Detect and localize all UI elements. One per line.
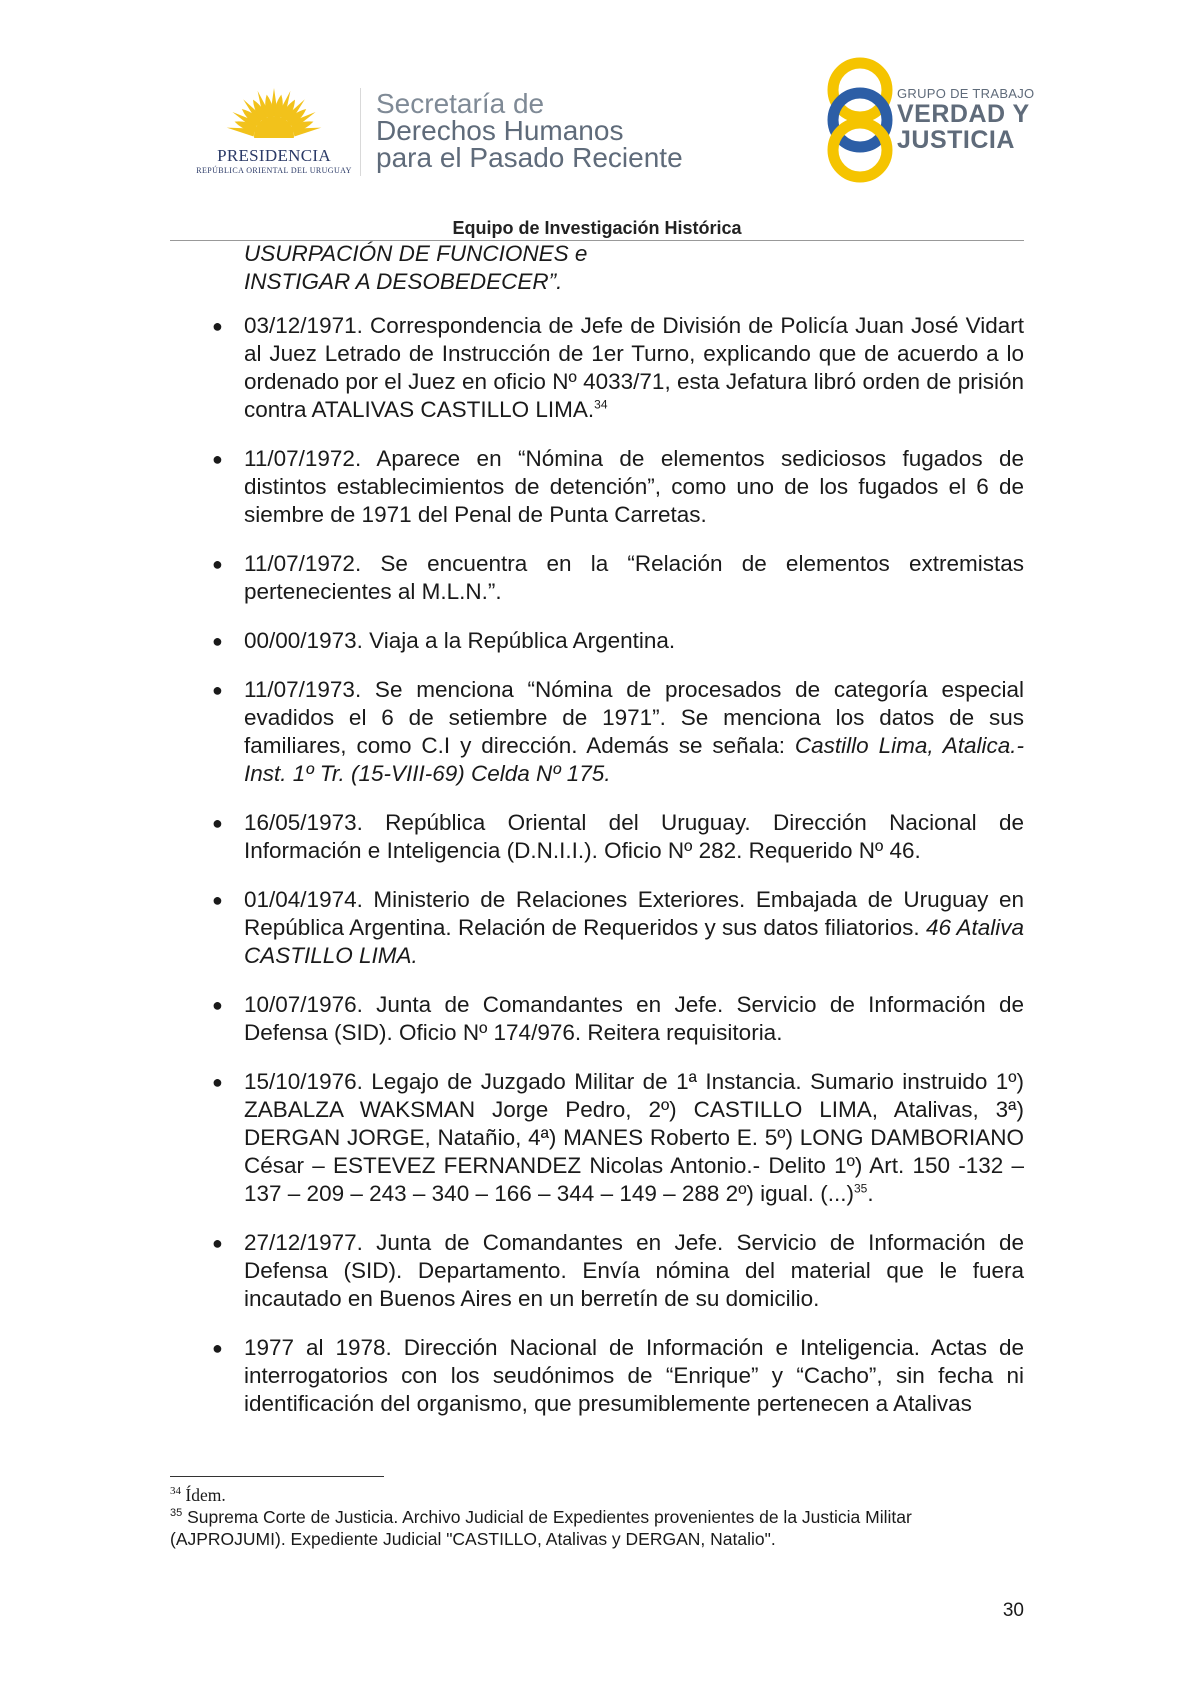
item-text: 27/12/1977. Junta de Comandantes en Jefe. Servicio de Información de Defensa (SID). Departamento. Envía nómina del material que le fuera incautado en Buenos Aires en un berretín de su domicilio. [244,1230,1024,1311]
presidencia-subtitle: REPÚBLICA ORIENTAL DEL URUGUAY [196,166,352,175]
footnote-text: Ídem. [185,1485,226,1505]
unit-title: Equipo de Investigación Histórica [452,218,742,238]
verdad-y-label: VERDAD Y [897,100,1030,128]
item-text: 11/07/1973. Se menciona “Nómina de procesados de categoría especial evadidos el 6 de setiembre de 1971”. Se menciona los datos de sus familiares, como C.I y dirección. Además se señala: [244,677,1024,758]
bullet-icon: ● [212,449,223,469]
header-divider [360,88,361,176]
list-item [170,676,1024,788]
footnote-number: 34 [170,1485,181,1498]
bullet-icon: ● [212,1233,223,1253]
footnote-number: 35 [170,1507,183,1520]
continuation-line-2: INSTIGAR A DESOBEDECER”. [244,269,563,294]
list-item [170,627,1024,655]
list-item [170,445,1024,529]
list-item [170,1229,1024,1313]
list-item [170,1334,1024,1418]
item-text: 10/07/1976. Junta de Comandantes en Jefe. Servicio de Información de Defensa (SID). Oficio Nº 174/976. Reitera requisitoria. [244,992,1024,1045]
bullet-icon: ● [212,316,223,336]
item-text: 1977 al 1978. Dirección Nacional de Información e Inteligencia. Actas de interrogatorios con los seudónimos de “Enrique” y “Cacho”, sin fecha ni identificación del organismo, que presumiblemente pertenecen a Atalivas [244,1335,1024,1416]
event-list [170,312,1024,1418]
bullet-icon: ● [212,554,223,574]
footnote-ref: 35 [853,1181,868,1196]
footnotes [170,1484,1024,1550]
bullet-icon: ● [212,813,223,833]
item-text: 03/12/1971. Correspondencia de Jefe de División de Policía Juan José Vidart al Juez Letrado de Instrucción de 1er Turno, explicando que de acuerdo a lo ordenado por el Juez en oficio Nº 4033/71, esta Jefatura libró orden de prisión contra ATALIVAS CASTILLO LIMA. [244,313,1024,422]
bullet-icon: ● [212,995,223,1015]
footnote-text: Suprema Corte de Justicia. Archivo Judicial de Expedientes provenientes de la Justicia Militar (AJPROJUMI). Expediente Judicial "CASTILLO, Atalivas y DERGAN, Natalio". [170,1507,912,1549]
bullet-icon: ● [212,1072,223,1092]
item-text: 01/04/1974. Ministerio de Relaciones Exteriores. Embajada de Uruguay en República Argentina. Relación de Requeridos y sus datos filiatorios. [244,887,1024,940]
page-number: 30 [1002,1600,1024,1621]
secretaria-line-1: Secretaría de [376,88,545,119]
item-text: 15/10/1976. Legajo de Juzgado Militar de 1ª Instancia. Sumario instruido 1º) ZABALZA WAKSMAN Jorge Pedro, 2º) CASTILLO LIMA, Atalivas, 3ª) DERGAN JORGE, Natañio, 4ª) MANES Roberto E. 5º) LONG DAMBORIANO César – ESTEVEZ FERNANDEZ Nicolas Antonio.- Delito 1º) Art. 150 -132 – 137 – 209 – 243 – 340 – 166 – 344 – 149 – 288 2º) igual. (...) [244,1069,1024,1206]
bullet-icon: ● [212,680,223,700]
presidencia-name: PRESIDENCIA [217,146,331,165]
grupo-trabajo-label: GRUPO DE TRABAJO [897,86,1035,101]
item-tail: . [867,1181,874,1206]
bullet-icon: ● [212,1338,223,1358]
secretaria-line-2: Derechos Humanos [376,115,624,146]
list-item [170,886,1024,970]
item-text: 00/00/1973. Viaja a la República Argentina. [244,628,676,653]
footnote-34 [170,1484,1024,1506]
page-header [0,0,1190,240]
continuation-line-1: USURPACIÓN DE FUNCIONES e [244,241,588,266]
verdad-justicia-rings-logo [820,56,900,184]
footnote-35 [170,1506,1024,1550]
footnote-ref: 34 [594,397,608,412]
item-text: 11/07/1972. Aparece en “Nómina de elementos sediciosos fugados de distintos establecimientos de detención”, como uno de los fugados el 6 de siembre de 1971 del Penal de Punta Carretas. [244,446,1024,527]
item-text: 11/07/1972. Se encuentra en la “Relación de elementos extremistas pertenecientes al M.L.N.”. [244,551,1024,604]
item-text: 16/05/1973. República Oriental del Uruguay. Dirección Nacional de Información e Inteligencia (D.N.I.I.). Oficio Nº 282. Requerido Nº 46. [244,810,1024,863]
grupo-trabajo-title [897,86,1037,153]
secretaria-title [376,90,736,171]
item-italic-text: 46 Ataliva CASTILLO LIMA. [244,915,1024,968]
list-item [170,809,1024,865]
secretaria-line-3: para el Pasado Reciente [376,142,683,173]
list-item [170,312,1024,424]
list-item [170,1068,1024,1208]
list-item [170,991,1024,1047]
list-item [170,550,1024,606]
item-italic-text: Castillo Lima, Atalica.- Inst. 1º Tr. (15-VIII-69) Celda Nº 175. [244,733,1024,786]
bullet-icon: ● [212,631,223,651]
bullet-icon: ● [212,890,223,910]
justicia-label: JUSTICIA [897,126,1015,154]
footnote-separator [170,1476,384,1477]
document-body [170,240,1024,1439]
